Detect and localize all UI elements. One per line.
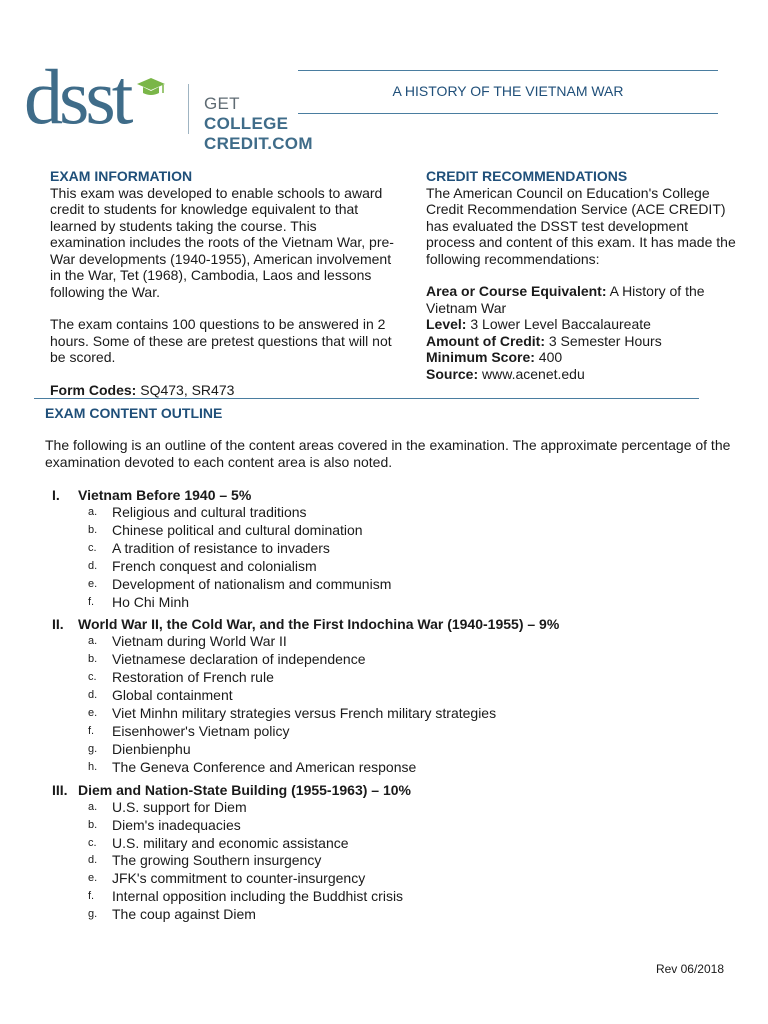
exam-information-section [50, 168, 395, 398]
item-letter: d. [88, 559, 98, 572]
item-letter: e. [88, 872, 98, 885]
item-text: U.S. support for Diem [112, 798, 247, 815]
list-item [45, 633, 735, 651]
area-course-equivalent [426, 283, 736, 316]
list-item [45, 835, 735, 853]
item-text: The coup against Diem [112, 906, 256, 923]
dsst-logo [24, 53, 313, 153]
item-letter: g. [88, 742, 98, 755]
item-letter: d. [88, 689, 98, 702]
amount-value: 3 Semester Hours [544, 332, 662, 349]
item-text: U.S. military and economic assistance [112, 834, 349, 851]
item-text: Dienbienphu [112, 740, 191, 757]
minimum-score [426, 349, 736, 366]
item-letter: f. [88, 595, 95, 608]
list-item [45, 651, 735, 669]
item-letter: b. [88, 653, 98, 666]
list-item [45, 852, 735, 870]
list-item [45, 504, 735, 522]
outline-section [45, 615, 735, 776]
outline-section [45, 781, 735, 924]
logo-divider [188, 84, 189, 134]
item-text: Eisenhower's Vietnam policy [112, 722, 290, 739]
title-rule-bottom [298, 113, 718, 114]
logo-wordmark: dsst [24, 53, 130, 140]
list-item [45, 799, 735, 817]
item-letter: f. [88, 724, 95, 737]
item-text: Chinese political and cultural domination [112, 521, 363, 538]
section-title [45, 781, 735, 799]
item-text: The growing Southern insurgency [112, 852, 322, 869]
amount-label: Amount of Credit: [426, 332, 545, 349]
revision-date: Rev 06/2018 [655, 962, 724, 976]
item-text: The Geneva Conference and American response [112, 758, 417, 775]
section-number: III. [52, 781, 68, 798]
item-letter: d. [88, 854, 98, 867]
credit-recommendations-paragraph: The American Council on Education's College Credit Recommendation Service (ACE CREDIT) has evaluated the DSST test development process and content of this exam. It has made the following recommendations: [426, 184, 736, 267]
item-letter: h. [88, 760, 98, 773]
section-title-text: World War II, the Cold War, and the First Indochina War (1940-1955) – 9% [78, 616, 560, 633]
list-item [45, 576, 735, 594]
area-value: A History of the Vietnam War [426, 283, 705, 316]
item-letter: a. [88, 800, 98, 813]
item-letter: e. [88, 707, 98, 720]
amount-of-credit [426, 333, 736, 350]
page-title: A HISTORY OF THE VIETNAM WAR [392, 83, 624, 99]
section-title-text: Diem and Nation-State Building (1955-1963) – 10% [78, 781, 411, 798]
item-text: Internal opposition including the Buddhist crisis [112, 888, 404, 905]
logo-tag-creditcom: CREDIT.COM [204, 134, 313, 153]
item-letter: c. [88, 541, 97, 554]
item-text: Development of nationalism and communism [112, 575, 392, 592]
source-label: Source: [426, 365, 479, 382]
source [426, 366, 736, 383]
logo-tagline [204, 94, 313, 154]
list-item [45, 594, 735, 612]
level-value: 3 Lower Level Baccalaureate [466, 316, 651, 332]
list-item [45, 741, 735, 759]
item-text: A tradition of resistance to invaders [112, 539, 330, 556]
outline-section [45, 486, 735, 611]
list-item [45, 522, 735, 540]
item-letter: e. [88, 577, 98, 590]
item-text: Ho Chi Minh [112, 593, 190, 610]
form-codes-value: SQ473, SR473 [136, 381, 235, 398]
item-text: Viet Minhn military strategies versus French military strategies [112, 705, 497, 722]
item-letter: b. [88, 523, 98, 536]
title-rule-top [298, 70, 718, 71]
logo-tag-college: COLLEGE [204, 114, 289, 133]
item-letter: a. [88, 635, 98, 648]
outline-list [45, 486, 735, 928]
level [426, 316, 736, 333]
item-text: Restoration of French rule [112, 669, 274, 686]
outline-divider [34, 398, 699, 399]
form-codes-label: Form Codes: [50, 381, 137, 398]
source-value: www.acenet.edu [478, 365, 585, 382]
exam-information-paragraph: This exam was developed to enable schools to award credit to students for knowledge equivalent to that learned by students taking the course. This examination includes the roots of the Vietnam War, pre-War developments (1940-1955), American involvement in the War, Tet (1968), Cambodia, Laos and lessons following the War. [50, 184, 394, 300]
item-letter: a. [88, 506, 98, 518]
outline-intro: The following is an outline of the content areas covered in the examination. The approximate percentage of the examination devoted to each content area is also noted. [45, 437, 731, 470]
list-item [45, 705, 735, 723]
exam-information-heading: EXAM INFORMATION [50, 168, 193, 184]
item-text: French conquest and colonialism [112, 557, 317, 574]
item-letter: b. [88, 818, 98, 831]
min-value: 400 [534, 349, 563, 365]
exam-content-outline-heading: EXAM CONTENT OUTLINE [45, 405, 223, 421]
level-label: Level: [426, 316, 467, 332]
list-item [45, 888, 735, 906]
item-text: Diem's inadequacies [112, 816, 241, 833]
section-title [45, 486, 735, 504]
list-item [45, 669, 735, 687]
credit-recommendations-section [426, 168, 736, 382]
item-letter: g. [88, 908, 98, 921]
list-item [45, 558, 735, 576]
list-item [45, 723, 735, 741]
item-letter: f. [88, 890, 95, 903]
min-label: Minimum Score: [426, 349, 535, 365]
item-text: JFK's commitment to counter-insurgency [112, 870, 366, 887]
item-text: Religious and cultural traditions [112, 504, 307, 520]
section-title [45, 615, 735, 633]
item-letter: c. [88, 836, 97, 849]
section-title-text: Vietnam Before 1940 – 5% [78, 487, 252, 503]
exam-questions-paragraph: The exam contains 100 questions to be answered in 2 hours. Some of these are pretest questions that will not be scored. [50, 316, 392, 365]
credit-recommendations-heading: CREDIT RECOMMENDATIONS [426, 168, 628, 184]
list-item [45, 817, 735, 835]
list-item [45, 870, 735, 888]
list-item [45, 687, 735, 705]
item-text: Vietnam during World War II [112, 633, 287, 650]
item-letter: c. [88, 671, 97, 684]
area-label: Area or Course Equivalent: [426, 283, 607, 299]
section-number: II. [52, 616, 64, 633]
graduation-cap-icon [136, 76, 166, 100]
item-text: Vietnamese declaration of independence [112, 651, 366, 668]
form-codes [50, 382, 395, 399]
list-item [45, 759, 735, 777]
item-text: Global containment [112, 687, 233, 704]
section-number: I. [52, 487, 60, 503]
list-item [45, 540, 735, 558]
list-item [45, 906, 735, 924]
logo-tag-get: GET [204, 94, 240, 113]
